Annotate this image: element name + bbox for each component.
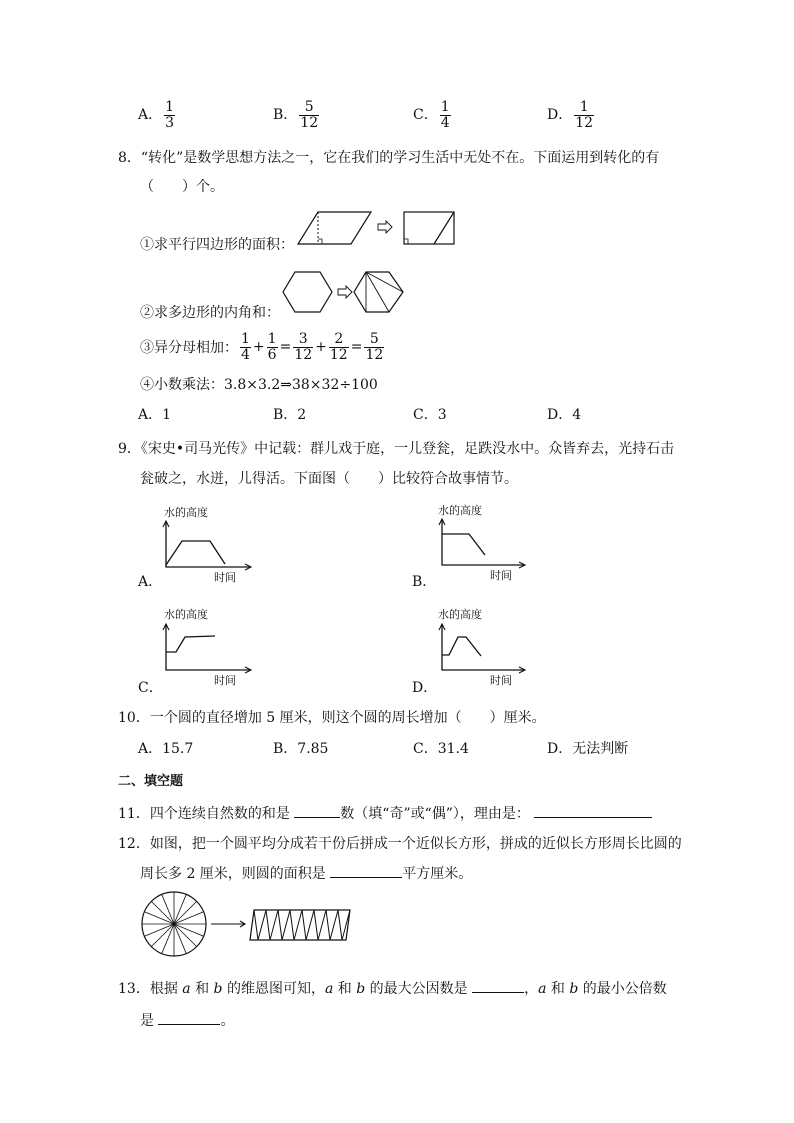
graph-d: [436, 619, 536, 679]
circle-sector-radius: [151, 901, 174, 924]
graph-d-ylabel: 水的高度: [438, 608, 482, 621]
circle-sector-radius: [151, 924, 174, 947]
q11-blank-reason[interactable]: [534, 803, 652, 818]
right-arrow-icon: [338, 286, 352, 298]
q13-blank-gcd[interactable]: [472, 978, 524, 993]
circle-sector-radius: [174, 924, 197, 947]
section-heading-fill-in: 二、填空题: [118, 774, 184, 789]
q9-stem-line2: 瓮破之，水迸，儿得活。下面图（ ）比较符合故事情节。: [140, 471, 518, 487]
circle-sector-radius: [174, 901, 197, 924]
q7-option-d: D． $\frac{1}{12}$: [547, 99, 594, 131]
graph-b-xlabel: 时间: [490, 569, 512, 582]
q7-option-c: C． $\frac{1}{4}$: [413, 99, 450, 131]
q13-stem-line2: 是 。: [140, 1010, 234, 1030]
graph-a-label: A．: [138, 574, 163, 590]
q8-option-c: C．3: [413, 407, 447, 423]
graph-a-ylabel: 水的高度: [164, 506, 208, 519]
q8-item4: ④小数乘法：3.8×3.2⇒38×32÷100: [140, 377, 378, 393]
q12-stem-line1: 12．如图，把一个圆平均分成若干份后拼成一个近似长方形，拼成的近似长方形周长比圆的: [118, 836, 682, 852]
q10-option-c: C．31.4: [413, 741, 469, 757]
graph-d-xlabel: 时间: [490, 674, 512, 687]
q10-option-d: D．无法判断: [547, 741, 629, 757]
q12-blank-area[interactable]: [330, 863, 402, 878]
q10-stem: 10．一个圆的直径增加 5 厘米，则这个圆的周长增加（ ）厘米。: [118, 710, 546, 726]
right-arrow-icon: [378, 221, 392, 233]
q8-stem-line1: 8．“转化”是数学思想方法之一，它在我们的学习生活中无处不在。下面运用到转化的有: [118, 150, 660, 166]
graph-a-xlabel: 时间: [214, 571, 236, 584]
q8-item3: ③异分母相加： $\frac{1}{4}$ + $\frac{1}{6}$ = $\frac{3}{12}$ + $\frac{2}{12}$ = $\frac{5}{12}$: [140, 331, 384, 363]
q11: 11．四个连续自然数的和是 数（填“奇”或“偶”），理由是：: [118, 803, 652, 823]
q10-option-b: B．7.85: [273, 741, 329, 757]
graph-d-label: D．: [412, 680, 438, 696]
graph-a: [160, 516, 260, 576]
graph-b-label: B．: [412, 574, 437, 590]
q7-option-b: B． $\frac{5}{12}$: [273, 99, 319, 131]
q8-option-a: A．1: [138, 407, 172, 423]
q8-item2-label: ②求多边形的内角和：: [140, 305, 280, 321]
graph-c: [160, 619, 260, 679]
graph-b: [436, 514, 536, 574]
sector-zigzag: [254, 910, 350, 940]
q13-stem-line1: 13．根据 a 和 b 的维恩图可知，a 和 b 的最大公因数是 ，a 和 b 的最小公倍数: [118, 978, 667, 998]
circle-to-rectangle-figure: [138, 890, 358, 960]
hexagon-triangulation-figure: [282, 270, 412, 316]
graph-c-ylabel: 水的高度: [164, 608, 208, 621]
graph-b-ylabel: 水的高度: [438, 504, 482, 517]
q7-option-a: A． $\frac{1}{3}$: [138, 99, 175, 131]
q8-item1-label: ①求平行四边形的面积：: [140, 237, 294, 253]
q8-stem-line2: （ ）个。: [140, 179, 224, 195]
q8-option-b: B．2: [273, 407, 307, 423]
q12-stem-line2: 周长多 2 厘米，则圆的面积是 平方厘米。: [140, 863, 472, 883]
graph-c-xlabel: 时间: [214, 674, 236, 687]
q10-option-a: A．15.7: [138, 741, 194, 757]
graph-c-label: C．: [138, 680, 163, 696]
q13-blank-lcm[interactable]: [158, 1010, 220, 1025]
q9-stem-line1: 9．《宋史•司马光传》中记载：群儿戏于庭，一儿登瓮，足跌没水中。众皆弃去，光持石击: [118, 441, 675, 457]
q11-blank-parity[interactable]: [294, 803, 340, 818]
parallelogram-to-rectangle-figure: [296, 209, 466, 249]
q8-option-d: D．4: [547, 407, 582, 423]
